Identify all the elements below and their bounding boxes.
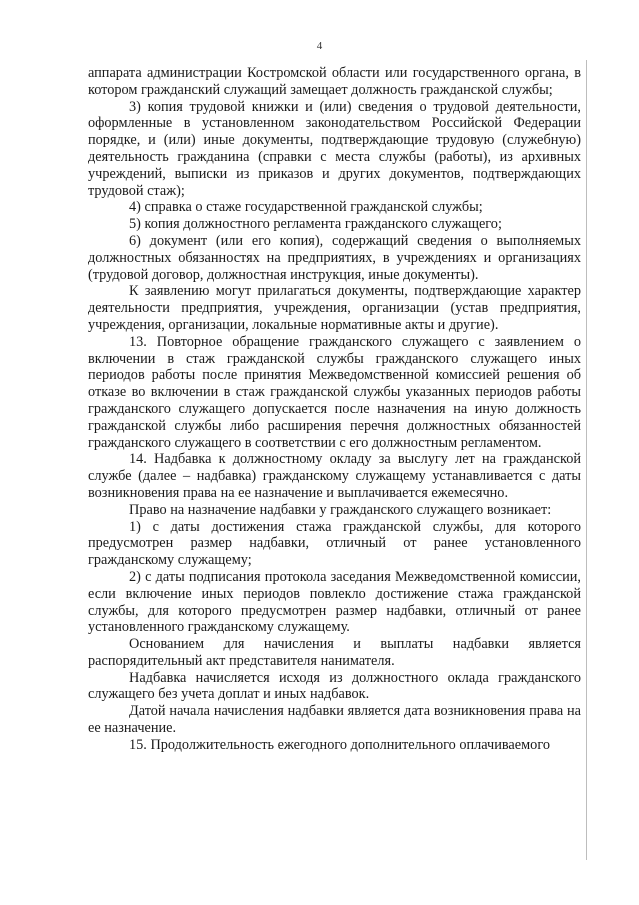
document-body (88, 65, 581, 754)
page-number: 4 (316, 40, 323, 52)
paragraph: 6) документ (или его копия), содержащий сведения о выполняемых должностных обязанностях на предприятиях, в учреждениях и организациях (трудовой договор, должностная инструкция, иные документы). (88, 232, 581, 283)
paragraph: Основанием для начисления и выплаты надбавки является распорядительный акт представителя нанимателя. (88, 636, 581, 669)
paragraph: 1) с даты достижения стажа гражданской службы, для которого предусмотрен размер надбавки, отличный от ранее установленного гражданскому служащему; (88, 518, 581, 569)
paragraph: 2) с даты подписания протокола заседания Межведомственной комиссии, если включение иных периодов повлекло достижение стажа гражданской службы, для которого предусмотрен размер надбавки, отличный от ранее установленного гражданскому служащему. (88, 568, 581, 636)
paragraph: 3) копия трудовой книжки и (или) сведения о трудовой деятельности, оформленные в установленном законодательством Российской Федерации порядке, и (или) иные документы, подтверждающие трудовую (служебную) деятельность гражданина (справки с места службы (работы), из архивных учреждений, выписки из приказов и других документов, подтверждающих трудовой стаж); (88, 98, 581, 199)
paragraph: К заявлению могут прилагаться документы, подтверждающие характер деятельности предприятия, учреждения, организации (устав предприятия, учреждения, организации, локальные нормативные акты и другие). (88, 283, 581, 333)
paragraph: Надбавка начисляется исходя из должностного оклада гражданского служащего без учета доплат и иных надбавок. (88, 669, 581, 703)
paragraph: 5) копия должностного регламента гражданского служащего; (129, 216, 502, 233)
paragraph: Право на назначение надбавки у гражданского служащего возникает: (129, 501, 552, 518)
paragraph: аппарата администрации Костромской области или государственного органа, в котором гражданский служащий замещает должность гражданской службы; (88, 65, 581, 98)
paragraph: Датой начала начисления надбавки является дата возникновения права на ее назначение. (88, 703, 581, 737)
paragraph: 15. Продолжительность ежегодного дополнительного оплачиваемого (129, 736, 550, 753)
paragraph: 14. Надбавка к должностному окладу за выслугу лет на гражданской службе (далее – надбавка) гражданскому служащему устанавливается с даты возникновения права на ее назначение и выплачивается ежемесячно. (88, 451, 581, 501)
scan-margin-line (586, 60, 587, 860)
paragraph: 4) справка о стаже государственной гражданской службы; (129, 199, 483, 216)
paragraph: 13. Повторное обращение гражданского служащего с заявлением о включении в стаж гражданской службы гражданского служащего иных периодов работы после принятия Межведомственной комиссией решения об отказе во включении в стаж гражданской службы указанных периодов работы гражданского служащего допускается после назначения на иную должность гражданской службы либо расширения перечня должностных обязанностей гражданского служащего в соответствии с его должностным регламентом. (88, 333, 581, 451)
